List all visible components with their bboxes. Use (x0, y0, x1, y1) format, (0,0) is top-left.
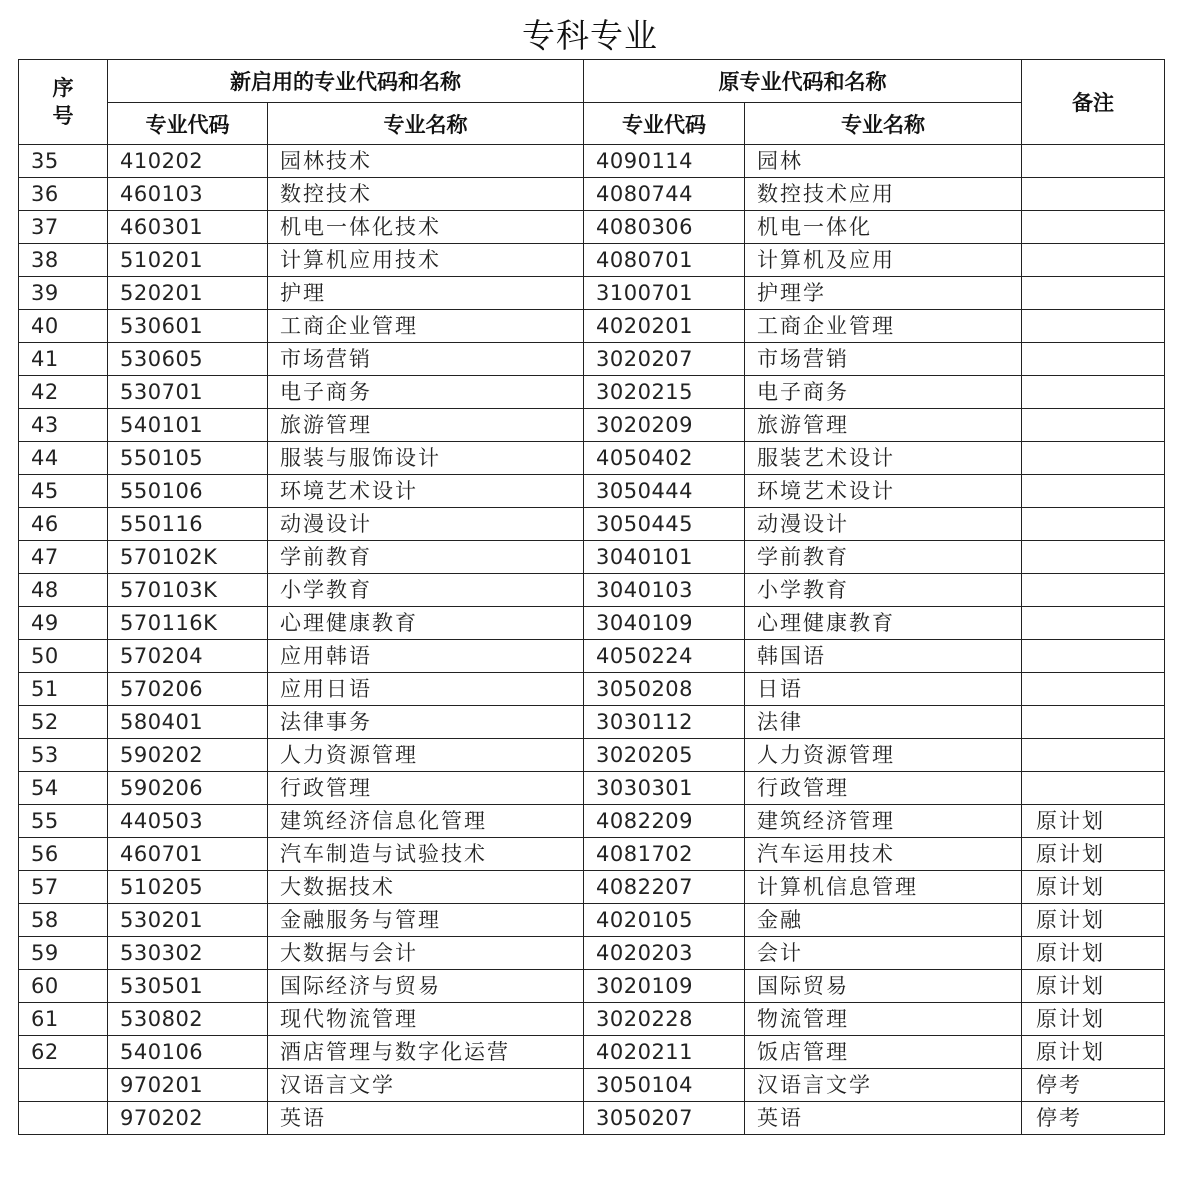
table-row (19, 508, 1165, 541)
cell-seq: 56 (19, 838, 108, 871)
table-row (19, 838, 1165, 871)
cell-seq: 50 (19, 640, 108, 673)
cell-new-name: 大数据与会计 (268, 937, 584, 970)
table-row (19, 475, 1165, 508)
cell-remark (1022, 277, 1165, 310)
table-row (19, 541, 1165, 574)
cell-new-name: 金融服务与管理 (268, 904, 584, 937)
cell-new-name: 建筑经济信息化管理 (268, 805, 584, 838)
cell-remark (1022, 640, 1165, 673)
cell-new-name: 计算机应用技术 (268, 244, 584, 277)
cell-remark (1022, 409, 1165, 442)
cell-old-name: 计算机信息管理 (745, 871, 1022, 904)
cell-old-code: 4082207 (584, 871, 745, 904)
cell-new-name: 酒店管理与数字化运营 (268, 1036, 584, 1069)
cell-old-name: 汽车运用技术 (745, 838, 1022, 871)
cell-new-name: 工商企业管理 (268, 310, 584, 343)
cell-remark (1022, 607, 1165, 640)
cell-new-name: 应用日语 (268, 673, 584, 706)
cell-old-name: 工商企业管理 (745, 310, 1022, 343)
cell-seq: 48 (19, 574, 108, 607)
cell-seq (19, 1069, 108, 1102)
cell-old-code: 3020205 (584, 739, 745, 772)
cell-remark: 原计划 (1022, 937, 1165, 970)
cell-remark (1022, 739, 1165, 772)
cell-remark (1022, 178, 1165, 211)
cell-old-name: 学前教育 (745, 541, 1022, 574)
cell-new-code: 570116K (108, 607, 268, 640)
header-old-name: 专业名称 (745, 103, 1022, 145)
cell-old-name: 汉语言文学 (745, 1069, 1022, 1102)
cell-seq: 38 (19, 244, 108, 277)
cell-old-code: 3040101 (584, 541, 745, 574)
cell-old-name: 金融 (745, 904, 1022, 937)
cell-remark (1022, 574, 1165, 607)
cell-remark (1022, 475, 1165, 508)
cell-new-name: 学前教育 (268, 541, 584, 574)
cell-remark: 原计划 (1022, 1036, 1165, 1069)
page-title: 专科专业 (522, 16, 658, 55)
cell-seq: 43 (19, 409, 108, 442)
cell-old-name: 机电一体化 (745, 211, 1022, 244)
cell-old-name: 建筑经济管理 (745, 805, 1022, 838)
cell-seq: 36 (19, 178, 108, 211)
cell-seq (19, 1102, 108, 1135)
cell-old-name: 护理学 (745, 277, 1022, 310)
cell-remark (1022, 310, 1165, 343)
cell-new-name: 大数据技术 (268, 871, 584, 904)
cell-old-code: 3020228 (584, 1003, 745, 1036)
cell-old-name: 国际贸易 (745, 970, 1022, 1003)
cell-old-code: 3050104 (584, 1069, 745, 1102)
cell-seq: 42 (19, 376, 108, 409)
table-row (19, 970, 1165, 1003)
cell-old-name: 计算机及应用 (745, 244, 1022, 277)
cell-new-name: 环境艺术设计 (268, 475, 584, 508)
cell-old-code: 3100701 (584, 277, 745, 310)
table-row (19, 145, 1165, 178)
cell-new-code: 410202 (108, 145, 268, 178)
cell-old-code: 4090114 (584, 145, 745, 178)
cell-remark (1022, 508, 1165, 541)
cell-old-code: 4080306 (584, 211, 745, 244)
cell-old-code: 3030301 (584, 772, 745, 805)
cell-old-code: 3050207 (584, 1102, 745, 1135)
cell-seq: 41 (19, 343, 108, 376)
cell-seq: 54 (19, 772, 108, 805)
table-row (19, 937, 1165, 970)
cell-old-name: 园林 (745, 145, 1022, 178)
cell-new-code: 590202 (108, 739, 268, 772)
cell-seq: 61 (19, 1003, 108, 1036)
cell-new-code: 530605 (108, 343, 268, 376)
cell-seq: 59 (19, 937, 108, 970)
cell-old-code: 3040109 (584, 607, 745, 640)
cell-remark: 原计划 (1022, 904, 1165, 937)
cell-old-code: 3020215 (584, 376, 745, 409)
cell-remark (1022, 706, 1165, 739)
cell-remark (1022, 244, 1165, 277)
cell-new-code: 530302 (108, 937, 268, 970)
cell-seq: 47 (19, 541, 108, 574)
cell-remark (1022, 541, 1165, 574)
cell-new-code: 570206 (108, 673, 268, 706)
cell-new-code: 970201 (108, 1069, 268, 1102)
cell-new-code: 590206 (108, 772, 268, 805)
cell-remark (1022, 343, 1165, 376)
cell-seq: 53 (19, 739, 108, 772)
cell-old-name: 物流管理 (745, 1003, 1022, 1036)
cell-old-code: 3020109 (584, 970, 745, 1003)
cell-new-code: 970202 (108, 1102, 268, 1135)
cell-old-name: 动漫设计 (745, 508, 1022, 541)
cell-remark: 原计划 (1022, 1003, 1165, 1036)
cell-new-name: 应用韩语 (268, 640, 584, 673)
cell-old-name: 旅游管理 (745, 409, 1022, 442)
cell-old-name: 行政管理 (745, 772, 1022, 805)
cell-new-code: 570103K (108, 574, 268, 607)
cell-new-code: 440503 (108, 805, 268, 838)
cell-remark (1022, 772, 1165, 805)
header-new-group: 新启用的专业代码和名称 (108, 60, 584, 103)
cell-new-name: 园林技术 (268, 145, 584, 178)
cell-old-name: 小学教育 (745, 574, 1022, 607)
cell-remark (1022, 376, 1165, 409)
cell-new-code: 520201 (108, 277, 268, 310)
cell-seq: 40 (19, 310, 108, 343)
cell-remark: 停考 (1022, 1102, 1165, 1135)
table-row (19, 673, 1165, 706)
cell-seq: 52 (19, 706, 108, 739)
cell-old-code: 4050224 (584, 640, 745, 673)
cell-old-name: 日语 (745, 673, 1022, 706)
cell-new-code: 570102K (108, 541, 268, 574)
cell-old-name: 会计 (745, 937, 1022, 970)
cell-new-code: 510205 (108, 871, 268, 904)
cell-new-code: 460301 (108, 211, 268, 244)
cell-old-code: 3030112 (584, 706, 745, 739)
major-mapping-table (18, 59, 1165, 1135)
table-row (19, 1036, 1165, 1069)
cell-new-code: 510201 (108, 244, 268, 277)
cell-remark (1022, 673, 1165, 706)
cell-new-code: 550106 (108, 475, 268, 508)
cell-old-code: 3020207 (584, 343, 745, 376)
cell-new-name: 汉语言文学 (268, 1069, 584, 1102)
header-new-code: 专业代码 (108, 103, 268, 145)
table-row (19, 244, 1165, 277)
cell-seq: 35 (19, 145, 108, 178)
cell-new-name: 旅游管理 (268, 409, 584, 442)
cell-old-name: 饭店管理 (745, 1036, 1022, 1069)
table-row (19, 310, 1165, 343)
cell-seq: 44 (19, 442, 108, 475)
cell-old-code: 4020203 (584, 937, 745, 970)
table-row (19, 211, 1165, 244)
cell-old-name: 电子商务 (745, 376, 1022, 409)
cell-seq: 46 (19, 508, 108, 541)
table-row (19, 772, 1165, 805)
table-row (19, 805, 1165, 838)
table-row (19, 409, 1165, 442)
cell-remark: 原计划 (1022, 838, 1165, 871)
header-old-group: 原专业代码和名称 (584, 60, 1022, 103)
cell-new-name: 护理 (268, 277, 584, 310)
table-body (19, 145, 1165, 1135)
cell-seq: 58 (19, 904, 108, 937)
cell-new-name: 国际经济与贸易 (268, 970, 584, 1003)
cell-old-name: 数控技术应用 (745, 178, 1022, 211)
cell-seq: 45 (19, 475, 108, 508)
cell-old-code: 4080744 (584, 178, 745, 211)
table-row (19, 1069, 1165, 1102)
table-row (19, 178, 1165, 211)
cell-remark (1022, 442, 1165, 475)
cell-new-code: 530601 (108, 310, 268, 343)
cell-new-name: 法律事务 (268, 706, 584, 739)
header-seq-label: 序号 (52, 76, 74, 128)
cell-old-name: 市场营销 (745, 343, 1022, 376)
cell-new-name: 机电一体化技术 (268, 211, 584, 244)
cell-new-code: 460701 (108, 838, 268, 871)
cell-new-name: 小学教育 (268, 574, 584, 607)
cell-remark: 原计划 (1022, 970, 1165, 1003)
table-row (19, 640, 1165, 673)
table-row (19, 343, 1165, 376)
cell-old-code: 4020211 (584, 1036, 745, 1069)
cell-old-name: 韩国语 (745, 640, 1022, 673)
cell-new-name: 动漫设计 (268, 508, 584, 541)
cell-new-name: 心理健康教育 (268, 607, 584, 640)
cell-new-name: 服装与服饰设计 (268, 442, 584, 475)
cell-old-code: 4020105 (584, 904, 745, 937)
table-row (19, 607, 1165, 640)
cell-old-code: 3020209 (584, 409, 745, 442)
table-row (19, 904, 1165, 937)
cell-new-code: 550105 (108, 442, 268, 475)
cell-new-code: 580401 (108, 706, 268, 739)
header-remark: 备注 (1022, 60, 1165, 145)
cell-remark: 原计划 (1022, 871, 1165, 904)
cell-old-name: 人力资源管理 (745, 739, 1022, 772)
cell-old-code: 4082209 (584, 805, 745, 838)
cell-seq: 62 (19, 1036, 108, 1069)
cell-new-code: 530501 (108, 970, 268, 1003)
table-row (19, 376, 1165, 409)
cell-new-code: 540106 (108, 1036, 268, 1069)
cell-new-code: 530201 (108, 904, 268, 937)
cell-seq: 57 (19, 871, 108, 904)
cell-remark: 停考 (1022, 1069, 1165, 1102)
cell-new-name: 行政管理 (268, 772, 584, 805)
cell-new-name: 汽车制造与试验技术 (268, 838, 584, 871)
header-new-name: 专业名称 (268, 103, 584, 145)
table-row (19, 871, 1165, 904)
cell-remark (1022, 211, 1165, 244)
cell-seq: 55 (19, 805, 108, 838)
cell-old-code: 4081702 (584, 838, 745, 871)
cell-old-code: 4020201 (584, 310, 745, 343)
cell-old-name: 服装艺术设计 (745, 442, 1022, 475)
cell-old-code: 4050402 (584, 442, 745, 475)
table-row (19, 739, 1165, 772)
cell-old-name: 法律 (745, 706, 1022, 739)
cell-old-code: 3050208 (584, 673, 745, 706)
cell-new-name: 人力资源管理 (268, 739, 584, 772)
table-row (19, 277, 1165, 310)
table-row (19, 442, 1165, 475)
table-row (19, 706, 1165, 739)
table-row (19, 1003, 1165, 1036)
cell-old-name: 心理健康教育 (745, 607, 1022, 640)
cell-new-code: 540101 (108, 409, 268, 442)
cell-new-code: 530802 (108, 1003, 268, 1036)
cell-seq: 60 (19, 970, 108, 1003)
header-seq (19, 60, 108, 145)
header-old-code: 专业代码 (584, 103, 745, 145)
cell-new-name: 市场营销 (268, 343, 584, 376)
cell-new-code: 570204 (108, 640, 268, 673)
cell-seq: 37 (19, 211, 108, 244)
cell-new-name: 现代物流管理 (268, 1003, 584, 1036)
cell-old-code: 3050445 (584, 508, 745, 541)
cell-old-name: 环境艺术设计 (745, 475, 1022, 508)
cell-seq: 51 (19, 673, 108, 706)
cell-remark: 原计划 (1022, 805, 1165, 838)
cell-seq: 39 (19, 277, 108, 310)
cell-seq: 49 (19, 607, 108, 640)
cell-old-code: 4080701 (584, 244, 745, 277)
cell-new-code: 460103 (108, 178, 268, 211)
cell-new-code: 550116 (108, 508, 268, 541)
cell-new-name: 数控技术 (268, 178, 584, 211)
cell-old-name: 英语 (745, 1102, 1022, 1135)
cell-remark (1022, 145, 1165, 178)
table-row (19, 1102, 1165, 1135)
cell-new-code: 530701 (108, 376, 268, 409)
cell-new-name: 电子商务 (268, 376, 584, 409)
cell-new-name: 英语 (268, 1102, 584, 1135)
table-row (19, 574, 1165, 607)
cell-old-code: 3040103 (584, 574, 745, 607)
cell-old-code: 3050444 (584, 475, 745, 508)
